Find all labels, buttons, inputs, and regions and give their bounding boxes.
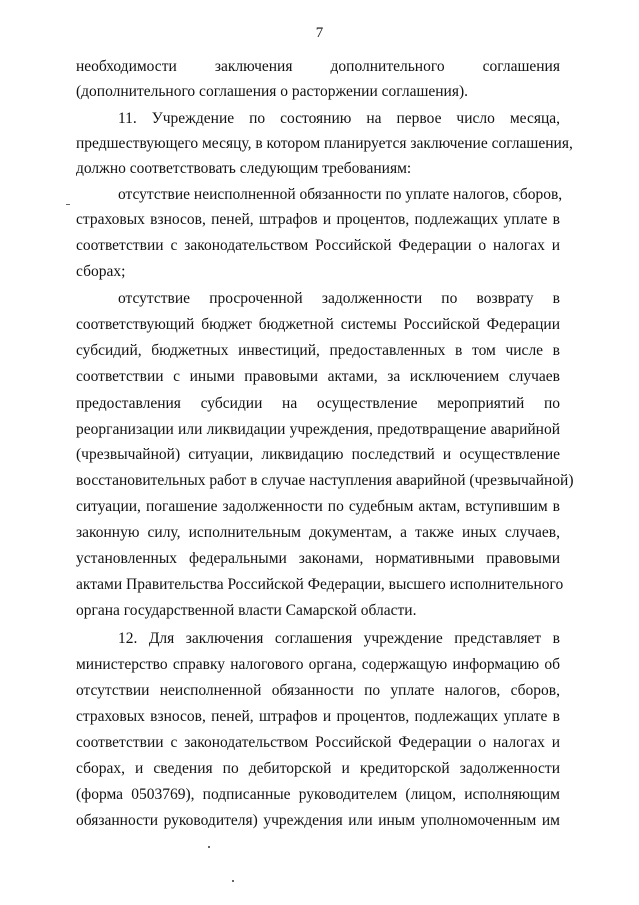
text-line: органа государственной власти Самарской области. — [76, 602, 417, 619]
text-line: соответствии с иными правовыми актами, за исключением случаев — [76, 368, 560, 385]
text-line: актами Правительства Российской Федерации, высшего исполнительного — [76, 576, 564, 593]
text-line: восстановительных работ в случае наступления аварийной (чрезвычайной) — [76, 472, 574, 489]
text-line: обязанности руководителя) учреждения или иным уполномоченным им — [76, 812, 560, 829]
text-line: (форма 0503769), подписанные руководителем (лицом, исполняющим — [76, 786, 560, 803]
text-line: соответствии с законодательством Российской Федерации о налогах и — [76, 237, 560, 254]
page-number: 7 — [315, 25, 324, 41]
text-line: министерство справку налогового органа, содержащую информацию об — [76, 656, 560, 673]
text-line: установленных федеральными законами, нормативными правовыми — [76, 550, 560, 567]
text-line: предшествующего месяцу, в котором планируется заключение соглашения, — [76, 135, 573, 152]
text-line: отсутствие неисполненной обязанности по уплате налогов, сборов, — [118, 186, 563, 203]
scan-mark — [232, 880, 234, 882]
text-line: предоставления субсидии на осуществление мероприятий по — [76, 395, 560, 412]
text-line: страховых взносов, пеней, штрафов и процентов, подлежащих уплате в — [76, 211, 560, 228]
text-line: должно соответствовать следующим требованиям: — [76, 160, 412, 177]
text-line: сборах, и сведения по дебиторской и кредиторской задолженности — [76, 760, 560, 777]
text-line: ситуации, погашение задолженности по судебным актам, вступившим в — [76, 498, 560, 515]
paragraph-11-first-line: 11. Учреждение по состоянию на первое число месяца, — [118, 110, 560, 127]
text-line: отсутствии неисполненной обязанности по уплате налогов, сборов, — [76, 682, 560, 699]
text-line: необходимости заключения дополнительного соглашения — [76, 58, 560, 75]
scan-mark — [66, 204, 70, 205]
text-line: субсидий, бюджетных инвестиций, предоставленных в том числе в — [76, 342, 560, 359]
text-line: страховых взносов, пеней, штрафов и процентов, подлежащих уплате в — [76, 708, 560, 725]
text-line: (чрезвычайной) ситуации, ликвидацию последствий и осуществление — [76, 446, 560, 463]
paragraph-12-first-line: 12. Для заключения соглашения учреждение представляет в — [118, 630, 560, 647]
text-line: (дополнительного соглашения о расторжении соглашения). — [76, 83, 469, 100]
text-line: реорганизации или ликвидации учреждения, предотвращение аварийной — [76, 421, 560, 438]
text-line: соответствующий бюджет бюджетной системы Российской Федерации — [76, 316, 560, 333]
scan-mark — [208, 846, 210, 848]
text-line: отсутствие просроченной задолженности по возврату в — [118, 290, 560, 307]
text-line: сборах; — [76, 263, 126, 280]
text-line: соответствии с законодательством Российской Федерации о налогах и — [76, 734, 560, 751]
text-line: законную силу, исполнительным документам, а также иных случаев, — [76, 524, 560, 541]
